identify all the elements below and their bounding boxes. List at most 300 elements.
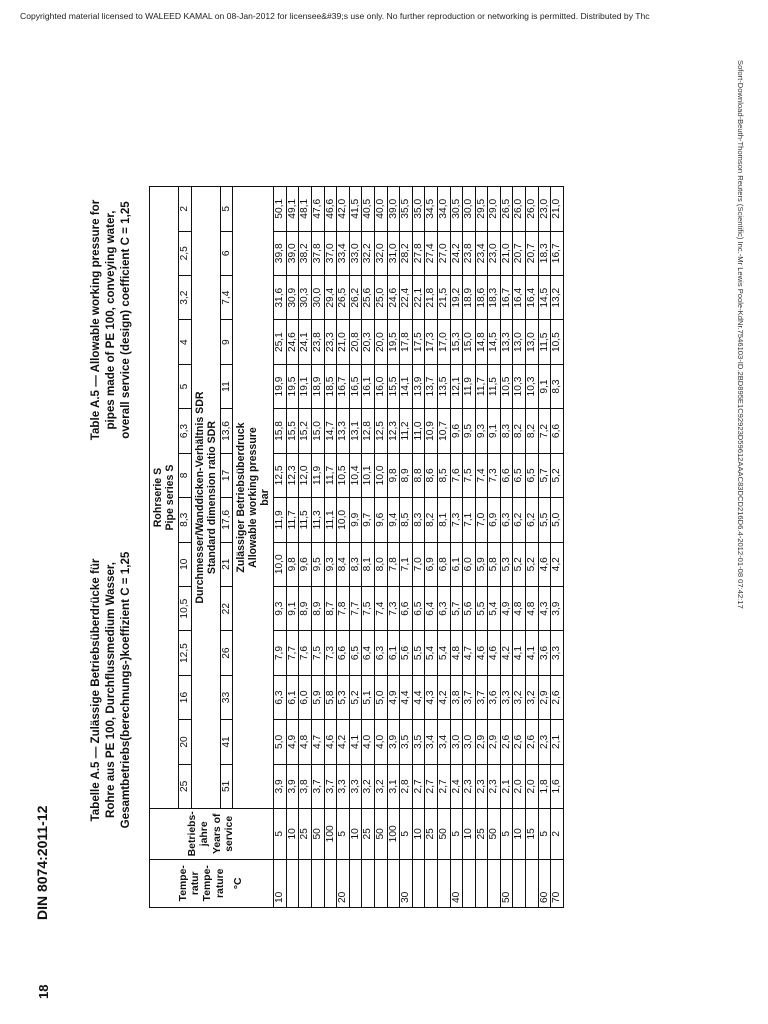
pressure-value-cell: 7,0: [412, 542, 425, 586]
pressure-value-cell: 3,3: [551, 631, 564, 675]
pressure-value-cell: 6,5: [526, 453, 539, 497]
pressure-value-cell: 26,5: [337, 276, 350, 320]
pressure-value-cell: 8,4: [337, 542, 350, 586]
temperature-cell: [437, 859, 450, 907]
pressure-value-cell: 9,1: [538, 364, 551, 408]
pressure-value-cell: 25,0: [374, 276, 387, 320]
pressure-value-cell: 6,2: [526, 498, 539, 542]
temperature-cell: [299, 859, 312, 907]
pressure-value-cell: 39,8: [274, 231, 287, 275]
pressure-value-cell: 5,8: [324, 675, 337, 719]
pressure-value-cell: 14,5: [538, 276, 551, 320]
pressure-value-cell: 14,1: [400, 364, 413, 408]
pressure-value-cell: 6,6: [500, 453, 513, 497]
pressure-value-cell: 10,3: [513, 364, 526, 408]
pressure-value-cell: 2,3: [463, 764, 476, 808]
pressure-value-cell: 10,0: [374, 453, 387, 497]
sdr-value-cell: 6: [220, 231, 233, 275]
table-row: [337, 187, 350, 908]
pressure-value-cell: 23,8: [463, 231, 476, 275]
temperature-cell: 20: [337, 859, 350, 907]
pressure-value-cell: 10,4: [349, 453, 362, 497]
pressure-value-cell: 4,1: [513, 631, 526, 675]
pressure-value-cell: 21,8: [425, 276, 438, 320]
header-text: Rohrserie S: [152, 467, 164, 528]
header-text: service: [224, 815, 235, 852]
pressure-value-cell: 7,2: [538, 409, 551, 453]
pressure-value-cell: 14,5: [488, 320, 501, 364]
pressure-value-cell: 20,7: [513, 231, 526, 275]
pressure-value-cell: 6,9: [425, 542, 438, 586]
pressure-value-cell: 30,9: [286, 276, 299, 320]
pressure-value-cell: 7,6: [299, 631, 312, 675]
pressure-value-cell: 11,5: [538, 320, 551, 364]
pressure-value-cell: 11,2: [400, 409, 413, 453]
pressure-value-cell: 8,1: [362, 542, 375, 586]
pressure-value-cell: 3,1: [387, 764, 400, 808]
pressure-value-cell: 23,3: [324, 320, 337, 364]
sdr-value-cell: 51: [220, 764, 233, 808]
pressure-value-cell: 11,3: [311, 498, 324, 542]
table-row: [500, 187, 513, 908]
pressure-value-cell: 9,3: [324, 542, 337, 586]
years-cell: 10: [349, 809, 362, 859]
pressure-value-cell: 5,1: [362, 675, 375, 719]
pipe-series-header: [150, 187, 179, 809]
pressure-value-cell: 4,6: [488, 631, 501, 675]
pressure-value-cell: 12,8: [362, 409, 375, 453]
pressure-value-cell: 48,1: [299, 187, 312, 232]
pressure-value-cell: 23,0: [488, 231, 501, 275]
pressure-value-cell: 18,5: [324, 364, 337, 408]
table-row: [349, 187, 362, 908]
pressure-value-cell: 7,6: [450, 453, 463, 497]
pressure-value-cell: 5,7: [450, 586, 463, 630]
pressure-value-cell: 7,4: [475, 453, 488, 497]
pressure-value-cell: 15,5: [387, 364, 400, 408]
pressure-value-cell: 6,6: [551, 409, 564, 453]
title-line: pipes made of PE 100, conveying water,: [104, 210, 117, 430]
header-text: Allowable working pressure: [247, 427, 260, 568]
sdr-header: [191, 187, 220, 809]
pressure-value-cell: 7,5: [311, 631, 324, 675]
pressure-value-cell: 21,5: [437, 276, 450, 320]
table-row: [374, 187, 387, 908]
pressure-value-cell: 10,5: [551, 320, 564, 364]
pressure-value-cell: 35,5: [400, 187, 413, 232]
pressure-value-cell: 4,8: [526, 586, 539, 630]
pressure-value-cell: 6,9: [488, 498, 501, 542]
pressure-value-cell: 9,1: [488, 409, 501, 453]
pressure-value-cell: 6,3: [437, 586, 450, 630]
pressure-value-cell: 5,9: [311, 675, 324, 719]
table-row: [362, 187, 375, 908]
pressure-value-cell: 7,1: [400, 542, 413, 586]
pressure-value-cell: 47,6: [311, 187, 324, 232]
pressure-value-cell: 4,2: [337, 720, 350, 764]
pressure-value-cell: 40,0: [374, 187, 387, 232]
temperature-cell: 10: [274, 859, 287, 907]
pressure-value-cell: 5,2: [526, 542, 539, 586]
header-text: Betriebs-: [186, 811, 198, 857]
pressure-value-cell: 22,4: [400, 276, 413, 320]
pressure-value-cell: 4,1: [349, 720, 362, 764]
pressure-value-cell: 11,7: [475, 364, 488, 408]
temperature-cell: 50: [500, 859, 513, 907]
pressure-value-cell: 28,2: [400, 231, 413, 275]
pressure-value-cell: 13,3: [500, 320, 513, 364]
pressure-value-cell: 23,4: [475, 231, 488, 275]
sdr-value-cell: 13,6: [220, 409, 233, 453]
pressure-value-cell: 19,1: [299, 364, 312, 408]
pressure-value-cell: 18,6: [475, 276, 488, 320]
pressure-value-cell: 9,6: [374, 498, 387, 542]
pressure-value-cell: 8,1: [437, 498, 450, 542]
pressure-value-cell: 7,3: [450, 498, 463, 542]
pressure-value-cell: 1,8: [538, 764, 551, 808]
pressure-value-cell: 42,0: [337, 187, 350, 232]
table-row: [526, 187, 539, 908]
table-row: [551, 187, 564, 908]
sdr-value-cell: 17,6: [220, 498, 233, 542]
pressure-value-cell: 4,7: [463, 631, 476, 675]
pressure-value-cell: 19,5: [387, 320, 400, 364]
years-cell: 5: [274, 809, 287, 859]
pressure-table: [149, 186, 564, 908]
pressure-value-cell: 49,1: [286, 187, 299, 232]
pressure-value-cell: 2,6: [513, 720, 526, 764]
pressure-value-cell: 19,2: [450, 276, 463, 320]
temperature-cell: 30: [400, 859, 413, 907]
pressure-value-cell: 33,0: [349, 231, 362, 275]
pressure-value-cell: 20,7: [526, 231, 539, 275]
pressure-value-cell: 30,5: [450, 187, 463, 232]
pressure-value-cell: 12,3: [387, 409, 400, 453]
pressure-value-cell: 38,2: [299, 231, 312, 275]
pressure-value-cell: 3,7: [463, 675, 476, 719]
header-text: Standard dimension ratio SDR: [205, 421, 218, 575]
pressure-value-cell: 4,8: [299, 720, 312, 764]
pressure-value-cell: 17,8: [400, 320, 413, 364]
temperature-cell: 70: [551, 859, 564, 907]
pressure-value-cell: 8,9: [299, 586, 312, 630]
pressure-value-cell: 13,9: [412, 364, 425, 408]
pressure-value-cell: 8,9: [400, 453, 413, 497]
pressure-value-cell: 7,1: [463, 498, 476, 542]
sdr-value-cell: 26: [220, 631, 233, 675]
header-text: ratur: [189, 871, 201, 896]
s-value-cell: 12,5: [179, 631, 192, 675]
pressure-value-cell: 4,4: [400, 675, 413, 719]
temperature-cell: [526, 859, 539, 907]
pressure-value-cell: 2,6: [500, 720, 513, 764]
pressure-value-cell: 40,5: [362, 187, 375, 232]
pressure-value-cell: 16,7: [551, 231, 564, 275]
pressure-value-cell: 3,0: [463, 720, 476, 764]
pressure-value-cell: 17,5: [412, 320, 425, 364]
pressure-value-cell: 22,1: [412, 276, 425, 320]
pressure-value-cell: 12,3: [286, 453, 299, 497]
s-value-cell: 6,3: [179, 409, 192, 453]
pressure-value-cell: 4,7: [311, 720, 324, 764]
temperature-cell: [324, 859, 337, 907]
pressure-value-cell: 6,8: [437, 542, 450, 586]
pressure-value-cell: 6,5: [513, 453, 526, 497]
pressure-value-cell: 18,9: [311, 364, 324, 408]
pressure-value-cell: 4,0: [374, 720, 387, 764]
pressure-value-cell: 4,3: [425, 675, 438, 719]
pressure-value-cell: 8,5: [400, 498, 413, 542]
temperature-cell: [475, 859, 488, 907]
temperature-cell: [374, 859, 387, 907]
pressure-value-cell: 3,6: [488, 675, 501, 719]
pressure-value-cell: 7,3: [488, 453, 501, 497]
temperature-cell: [488, 859, 501, 907]
pressure-value-cell: 5,8: [488, 542, 501, 586]
pressure-value-cell: 10,7: [437, 409, 450, 453]
title-line: Tabelle A.5 — Zulässige Betriebsüberdrücke für: [89, 558, 102, 822]
pressure-value-cell: 11,5: [488, 364, 501, 408]
pressure-value-cell: 30,0: [463, 187, 476, 232]
pressure-value-cell: 8,7: [324, 586, 337, 630]
pressure-value-cell: 5,7: [538, 453, 551, 497]
pressure-value-cell: 24,1: [299, 320, 312, 364]
pressure-value-cell: 16,4: [513, 276, 526, 320]
pressure-value-cell: 19,5: [286, 364, 299, 408]
pressure-value-cell: 13,3: [337, 409, 350, 453]
pressure-value-cell: 7,8: [387, 542, 400, 586]
pressure-value-cell: 3,3: [349, 764, 362, 808]
pressure-value-cell: 46,6: [324, 187, 337, 232]
pressure-value-cell: 11,9: [311, 453, 324, 497]
pressure-value-cell: 3,2: [374, 764, 387, 808]
pressure-value-cell: 5,2: [349, 675, 362, 719]
pressure-value-cell: 14,7: [324, 409, 337, 453]
sdr-value-cell: 33: [220, 675, 233, 719]
pressure-value-cell: 5,5: [412, 631, 425, 675]
pressure-value-cell: 15,3: [450, 320, 463, 364]
pressure-value-cell: 4,9: [387, 675, 400, 719]
s-value-cell: 25: [179, 764, 192, 808]
pressure-value-cell: 6,3: [274, 675, 287, 719]
pressure-value-cell: 4,2: [551, 542, 564, 586]
pressure-value-cell: 15,5: [286, 409, 299, 453]
pressure-value-cell: 16,5: [349, 364, 362, 408]
pressure-value-cell: 17,0: [437, 320, 450, 364]
pressure-value-cell: 2,3: [538, 720, 551, 764]
pressure-value-cell: 5,2: [551, 453, 564, 497]
pressure-value-cell: 29,0: [488, 187, 501, 232]
pressure-value-cell: 3,7: [311, 764, 324, 808]
pressure-value-cell: 10,5: [337, 453, 350, 497]
years-cell: 15: [526, 809, 539, 859]
pressure-value-cell: 13,0: [513, 320, 526, 364]
sdr-value-cell: 9: [220, 320, 233, 364]
pressure-value-cell: 10,0: [274, 542, 287, 586]
pressure-value-cell: 12,1: [450, 364, 463, 408]
pressure-value-cell: 5,4: [488, 586, 501, 630]
pressure-value-cell: 9,6: [299, 542, 312, 586]
s-value-cell: 8: [179, 453, 192, 497]
pressure-value-cell: 5,3: [337, 675, 350, 719]
header-text: bar: [259, 489, 272, 506]
pressure-value-cell: 9,3: [274, 586, 287, 630]
pressure-value-cell: 3,4: [425, 720, 438, 764]
pressure-value-cell: 4,8: [450, 631, 463, 675]
table-row: [286, 187, 299, 908]
years-cell: 10: [412, 809, 425, 859]
s-value-cell: 2: [179, 187, 192, 232]
table-body: [274, 187, 564, 908]
pressure-value-cell: 7,3: [387, 586, 400, 630]
pressure-value-cell: 6,1: [450, 542, 463, 586]
pressure-value-cell: 26,0: [526, 187, 539, 232]
sdr-value-cell: 22: [220, 586, 233, 630]
pressure-value-cell: 2,6: [551, 675, 564, 719]
years-cell: 100: [387, 809, 400, 859]
pressure-value-cell: 6,2: [513, 498, 526, 542]
pressure-value-cell: 8,6: [425, 453, 438, 497]
pressure-value-cell: 15,8: [274, 409, 287, 453]
sdr-value-cell: 7,4: [220, 276, 233, 320]
pressure-value-cell: 5,0: [274, 720, 287, 764]
pressure-value-cell: 2,9: [475, 720, 488, 764]
pressure-value-cell: 3,9: [387, 720, 400, 764]
pressure-value-cell: 2,1: [551, 720, 564, 764]
pressure-value-cell: 7,5: [362, 586, 375, 630]
table-row: [475, 187, 488, 908]
pressure-value-cell: 5,4: [437, 631, 450, 675]
title-line: overall service (design) coefficient C = 1,25: [119, 201, 132, 439]
years-cell: 2: [551, 809, 564, 859]
temperature-cell: [286, 859, 299, 907]
header-text: Tempe-: [177, 865, 189, 902]
header-row-sdr-values: [220, 187, 233, 908]
s-value-cell: 8,3: [179, 498, 192, 542]
pressure-value-cell: 19,9: [274, 364, 287, 408]
pressure-value-cell: 9,8: [286, 542, 299, 586]
table-row: [463, 187, 476, 908]
pressure-value-cell: 2,3: [488, 764, 501, 808]
temperature-header: [150, 859, 274, 907]
pressure-value-cell: 2,3: [475, 764, 488, 808]
title-line: Rohre aus PE 100, Durchflussmedium Wasser,: [104, 562, 117, 819]
pressure-value-cell: 4,6: [324, 720, 337, 764]
s-value-cell: 10: [179, 542, 192, 586]
standard-number: DIN 8074:2011-12: [34, 805, 50, 920]
header-text: Years of: [211, 813, 223, 855]
pressure-header: [233, 187, 274, 809]
pressure-value-cell: 16,4: [526, 276, 539, 320]
pressure-value-cell: 8,3: [412, 498, 425, 542]
pressure-value-cell: 39,0: [387, 187, 400, 232]
pressure-value-cell: 12,5: [274, 453, 287, 497]
years-cell: 5: [538, 809, 551, 859]
pressure-value-cell: 6,0: [299, 675, 312, 719]
pressure-value-cell: 8,2: [526, 409, 539, 453]
years-cell: 50: [437, 809, 450, 859]
pressure-value-cell: 13,2: [551, 276, 564, 320]
s-value-cell: 20: [179, 720, 192, 764]
table-row: [311, 187, 324, 908]
temperature-cell: [425, 859, 438, 907]
pressure-value-cell: 2,9: [488, 720, 501, 764]
pressure-value-cell: 6,0: [463, 542, 476, 586]
pressure-value-cell: 12,0: [299, 453, 312, 497]
pressure-value-cell: 5,3: [500, 542, 513, 586]
pressure-value-cell: 4,2: [500, 631, 513, 675]
pressure-value-cell: 20,3: [362, 320, 375, 364]
pressure-value-cell: 31,0: [387, 231, 400, 275]
pressure-value-cell: 6,6: [400, 586, 413, 630]
pressure-value-cell: 3,2: [526, 675, 539, 719]
pressure-value-cell: 37,8: [311, 231, 324, 275]
pressure-value-cell: 39,0: [286, 231, 299, 275]
pressure-value-cell: 13,7: [425, 364, 438, 408]
pressure-value-cell: 10,0: [337, 498, 350, 542]
s-value-cell: 16: [179, 675, 192, 719]
pressure-value-cell: 26,0: [513, 187, 526, 232]
years-cell: 25: [362, 809, 375, 859]
pressure-value-cell: 9,3: [475, 409, 488, 453]
pressure-value-cell: 10,1: [362, 453, 375, 497]
header-text: Tempe-: [202, 865, 214, 902]
pressure-value-cell: 2,7: [425, 764, 438, 808]
pressure-value-cell: 5,0: [374, 675, 387, 719]
header-text: rature: [214, 868, 226, 898]
pressure-value-cell: 3,5: [400, 720, 413, 764]
table-row: [299, 187, 312, 908]
pressure-value-cell: 3,5: [412, 720, 425, 764]
years-cell: 50: [311, 809, 324, 859]
s-value-cell: 4: [179, 320, 192, 364]
table-row: [324, 187, 337, 908]
pressure-value-cell: 11,7: [286, 498, 299, 542]
years-cell: 10: [286, 809, 299, 859]
pressure-value-cell: 11,9: [463, 364, 476, 408]
years-cell: 100: [324, 809, 337, 859]
pressure-value-cell: 26,2: [349, 276, 362, 320]
pressure-value-cell: 5,5: [538, 498, 551, 542]
pressure-value-cell: 5,2: [513, 542, 526, 586]
pressure-value-cell: 32,0: [374, 231, 387, 275]
pressure-value-cell: 5,6: [400, 631, 413, 675]
pressure-value-cell: 2,8: [400, 764, 413, 808]
pressure-value-cell: 9,1: [286, 586, 299, 630]
temperature-cell: [387, 859, 400, 907]
header-row-pressure-label: [233, 187, 274, 908]
pressure-value-cell: 31,6: [274, 276, 287, 320]
pressure-value-cell: 9,5: [311, 542, 324, 586]
sdr-value-cell: 5: [220, 187, 233, 232]
pressure-value-cell: 11,7: [324, 453, 337, 497]
pressure-value-cell: 20,0: [374, 320, 387, 364]
pressure-value-cell: 2,4: [450, 764, 463, 808]
pressure-value-cell: 16,1: [362, 364, 375, 408]
pressure-value-cell: 3,7: [475, 675, 488, 719]
pressure-value-cell: 2,1: [500, 764, 513, 808]
pressure-value-cell: 7,3: [324, 631, 337, 675]
pressure-value-cell: 24,6: [286, 320, 299, 364]
pressure-value-cell: 25,1: [274, 320, 287, 364]
pressure-value-cell: 23,8: [311, 320, 324, 364]
s-value-cell: 2,5: [179, 231, 192, 275]
pressure-value-cell: 4,6: [538, 542, 551, 586]
pressure-value-cell: 15,0: [311, 409, 324, 453]
years-cell: 50: [488, 809, 501, 859]
title-german: [88, 530, 133, 850]
page-number: 18: [36, 984, 51, 999]
